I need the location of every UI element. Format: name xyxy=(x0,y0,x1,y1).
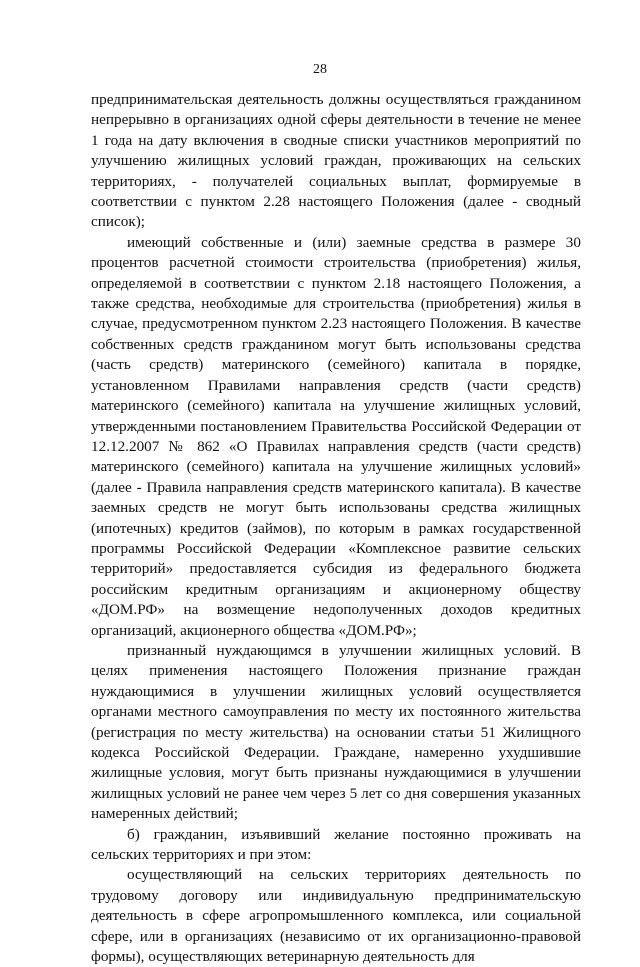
paragraph-continuation: предпринимательская деятельность должны осуществляться гражданином непрерывно в организациях одной сферы деятельности в течение не менее 1 года на дату включения в сводные списки участников мероприятий по улучшению жилищных условий граждан, проживающих на сельских территориях, - получателей социальных выплат, формируемые в соответствии с пунктом 2.28 настоящего Положения (далее - сводный список); xyxy=(91,91,581,231)
page-number: 28 xyxy=(313,62,327,77)
paragraph-item-b: б) гражданин, изъявивший желание постоянно проживать на сельских территориях и при этом: xyxy=(91,825,581,864)
paragraph-employment: осуществляющий на сельских территориях деятельность по трудовому договору или индивидуальную предпринимательскую деятельность в сфере агропромышленного комплекса, или социальной сфере, или в организациях (независимо от их организационно-правовой формы), осуществляющих ветеринарную деятельность для xyxy=(91,866,581,966)
paragraph-housing-need: признанный нуждающимся в улучшении жилищных условий. В целях применения настоящего Положения признание граждан нуждающимися в улучшении жилищных условий осуществляется органами местного самоуправления по месту их постоянного жительства (регистрация по месту жительства) на основании статьи 51 Жилищного кодекса Российской Федерации. Граждане, намеренно ухудшившие жилищные условия, могут быть признаны нуждающимися в улучшении жилищных условий не ранее чем через 5 лет со дня совершения указанных намеренных действий; xyxy=(91,641,581,823)
document-body xyxy=(91,90,581,967)
paragraph-own-funds: имеющий собственные и (или) заемные средства в размере 30 процентов расчетной стоимости строительства (приобретения) жилья, определяемой в соответствии с пунктом 2.18 настоящего Положения, а также средства, необходимые для строительства (приобретения) жилья в случае, предусмотренном пунктом 2.23 настоящего Положения. В качестве собственных средств гражданином могут быть использованы средства (часть средств) материнского (семейного) капитала в порядке, установленном Правилами направления средств (части средств) материнского (семейного) капитала на улучшение жилищных условий, утвержденными постановлением Правительства Российской Федерации от 12.12.2007 № 862 «О Правилах направления средств (части средств) материнского (семейного) капитала на улучшение жилищных условий» (далее - Правила направления средств материнского капитала). В качестве заемных средств не могут быть использованы средства жилищных (ипотечных) кредитов (займов), по которым в рамках государственной программы Российской Федерации «Комплексное развитие сельских территорий» предоставляется субсидия из федерального бюджета российским кредитным организациям и акционерному обществу «ДОМ.РФ» на возмещение недополученных доходов кредитных организаций, акционерного общества «ДОМ.РФ»; xyxy=(91,233,581,639)
